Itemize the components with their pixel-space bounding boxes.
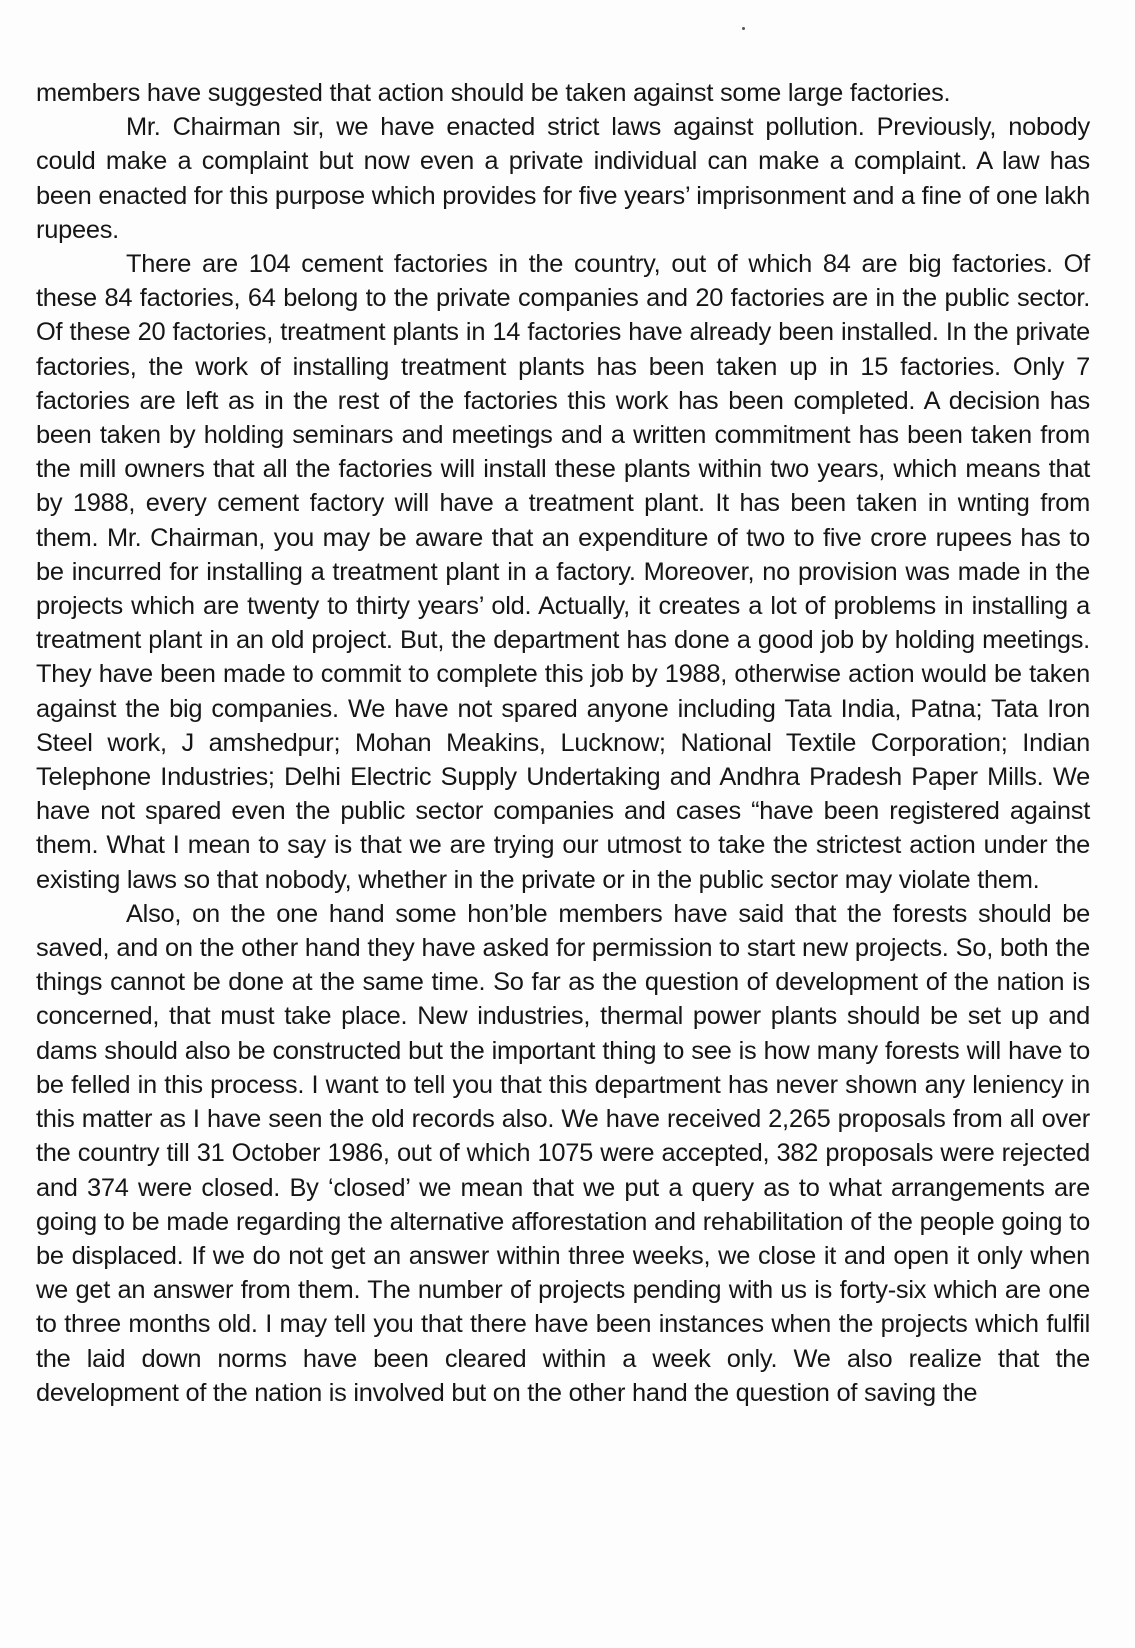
body-text	[36, 76, 1090, 1410]
paragraph-pollution-laws: Mr. Chairman sir, we have enacted strict laws against pollution. Previously, nobody could make a complaint but now even a private individual can make a complaint. A law has been enacted for this purpose which provides for five years’ imprisonment and a fine of one lakh rupees.	[36, 113, 1090, 244]
paragraph-cement-factories: There are 104 cement factories in the country, out of which 84 are big factories. Of these 84 factories, 64 belong to the private companies and 20 factories are in the public sector. Of these 20 factories, treatment plants in 14 factories have already been installed. In the private factories, the work of installing treatment plants has been taken up in 15 factories. Only 7 factories are left as in the rest of the factories this work has been completed. A decision has been taken by holding seminars and meetings and a written commitment has been taken from the mill owners that all the factories will install these plants within two years, which means that by 1988, every cement factory will have a treatment plant. It has been taken in wnting from them. Mr. Chairman, you may be aware that an expenditure of two to five crore rupees has to be incurred for installing a treatment plant in a factory. Moreover, no provision was made in the projects which are twenty to thirty years’ old. Actually, it creates a lot of problems in installing a treatment plant in an old project. But, the department has done a good job by holding meetings. They have been made to commit to complete this job by 1988, otherwise action would be taken against the big companies. We have not spared anyone including Tata India, Patna; Tata Iron Steel work, J amshedpur; Mohan Meakins, Lucknow; National Textile Corporation; Indian Telephone Industries; Delhi Electric Supply Undertaking and Andhra Pradesh Paper Mills. We have not spared even the public sector companies and cases “have been registered against them. What I mean to say is that we are trying our utmost to take the strictest action under the existing laws so that nobody, whether in the private or in the public sector may violate them.	[36, 250, 1090, 894]
paragraph-forest-proposals: Also, on the one hand some hon’ble members have said that the forests should be saved, and on the other hand they have asked for permission to start new projects. So, both the things cannot be done at the same time. So far as the question of development of the nation is concerned, that must take place. New industries, thermal power plants should be set up and dams should also be constructed but the important thing to see is how many forests will have to be felled in this process. I want to tell you that this department has never shown any leniency in this matter as I have seen the old records also. We have received 2,265 proposals from all over the country till 31 October 1986, out of which 1075 were accepted, 382 proposals were rejected and 374 were closed. By ‘closed’ we mean that we put a query as to what arrangements are going to be made regarding the alternative afforestation and rehabilitation of the people going to be displaced. If we do not get an answer within three weeks, we close it and open it only when we get an answer from them. The number of projects pending with us is forty-six which are one to three months old. I may tell you that there have been instances when the projects which fulfil the laid down norms have been cleared within a week only. We also realize that the development of the nation is involved but on the other hand the question of saving the	[36, 899, 1090, 1407]
scan-speck	[742, 27, 745, 30]
paragraph-continuation: members have suggested that action should be taken against some large factories.	[36, 79, 951, 107]
